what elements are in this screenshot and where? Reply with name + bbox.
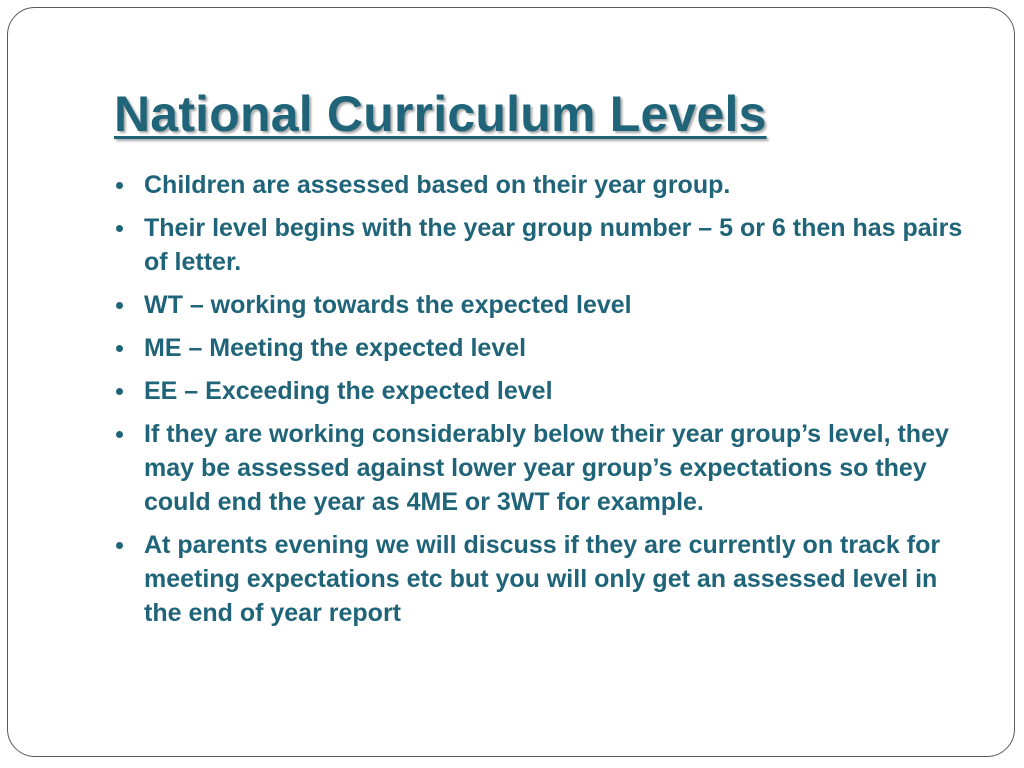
slide-title: National Curriculum Levels [114, 86, 767, 142]
bullet-text: At parents evening we will discuss if they are currently on track for meeting expectations etc but you will only get an assessed level in the end of year report [144, 531, 941, 627]
bullet-text: If they are working considerably below their year group’s level, they may be assessed against lower year group’s expectations so they could end the year as 4ME or 3WT for example. [144, 420, 949, 516]
bullet-dot-icon [116, 431, 123, 438]
bullet-item [114, 168, 964, 202]
bullet-text: Children are assessed based on their year group. [144, 171, 731, 199]
bullet-text: Their level begins with the year group number – 5 or 6 then has pairs of letter. [144, 214, 963, 276]
bullet-item [114, 374, 964, 408]
bullet-item [114, 331, 964, 365]
bullet-dot-icon [116, 542, 123, 549]
bullet-item [114, 417, 964, 519]
bullet-dot-icon [116, 225, 123, 232]
bullet-dot-icon [116, 302, 123, 309]
bullet-dot-icon [116, 345, 123, 352]
bullet-item [114, 528, 964, 630]
bullet-item [114, 211, 964, 279]
bullet-dot-icon [116, 182, 123, 189]
bullet-text: EE – Exceeding the expected level [144, 377, 553, 405]
bullet-dot-icon [116, 388, 123, 395]
bullet-list [114, 168, 964, 639]
bullet-item [114, 288, 964, 322]
bullet-text: ME – Meeting the expected level [144, 334, 527, 362]
bullet-text: WT – working towards the expected level [144, 291, 632, 319]
